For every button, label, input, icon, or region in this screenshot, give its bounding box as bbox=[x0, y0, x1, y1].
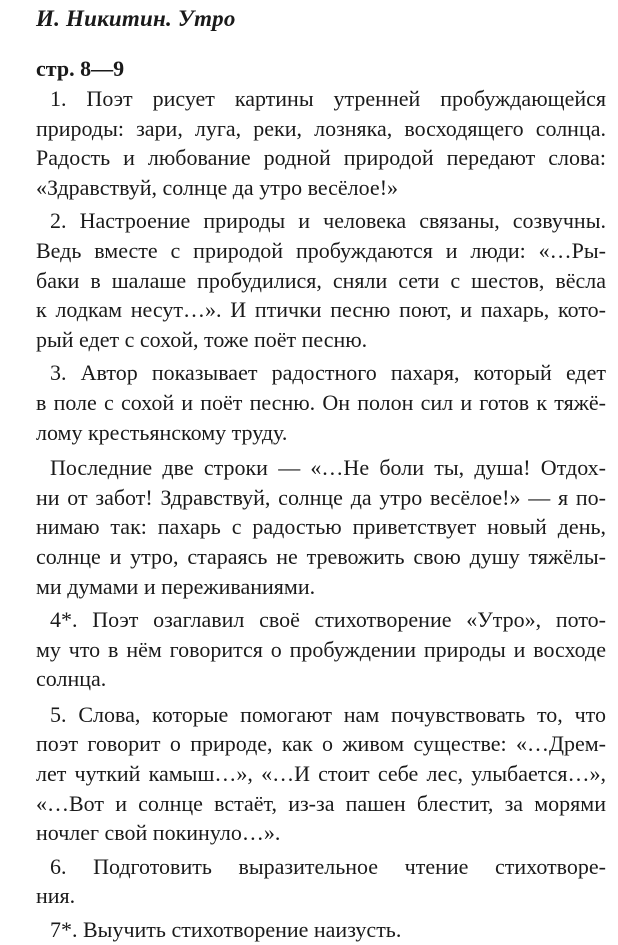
text-line: к лодкам несут…». И птички песню поют, и пахарь, кото- bbox=[36, 297, 606, 323]
text-line: му что в нём говорится о пробуждении природы и восходе bbox=[36, 636, 606, 662]
answer-paragraph-5 bbox=[36, 700, 606, 848]
answer-paragraph-3-continued bbox=[36, 453, 606, 601]
text-line: ми думами и переживаниями. bbox=[36, 573, 316, 599]
text-line: солнца. bbox=[36, 666, 107, 692]
text-line: 2. Настроение природы и человека связаны, созвучны. bbox=[50, 208, 606, 234]
text-line: 6. Подготовить выразительное чтение стихотворе- bbox=[50, 853, 606, 879]
text-line: поэт говорит о природе, как о живом существе: «…Дрем- bbox=[36, 731, 606, 757]
text-line: в поле с сохой и поёт песню. Он полон сил и готов к тяжё- bbox=[36, 389, 606, 415]
text-line: лет чуткий камыш…», «…И стоит себе лес, улыбается…», bbox=[36, 761, 606, 787]
text-line: 4*. Поэт озаглавил своё стихотворение «Утро», пото- bbox=[50, 607, 606, 633]
text-line: 5. Слова, которые помогают нам почувствовать то, что bbox=[50, 701, 606, 727]
text-line: нимаю так: пахарь с радостью приветствует новый день, bbox=[36, 514, 606, 540]
page-title: И. Никитин. Утро bbox=[36, 6, 236, 31]
text-line: ния. bbox=[36, 883, 76, 909]
answer-paragraph-3 bbox=[36, 358, 606, 447]
text-line: «…Вот и солнце встаёт, из-за пашен блестит, за морями bbox=[36, 790, 606, 816]
answer-paragraph-1 bbox=[36, 84, 606, 202]
text-line: «Здравствуй, солнце да утро весёлое!» bbox=[36, 174, 399, 200]
answer-paragraph-4 bbox=[36, 605, 606, 694]
text-line: Ведь вместе с природой пробуждаются и люди: «…Ры- bbox=[36, 237, 606, 263]
text-line: ночлег свой покинуло…». bbox=[36, 820, 281, 846]
text-line: солнце и утро, стараясь не тревожить свою душу тяжёлы- bbox=[36, 543, 606, 569]
pages-reference: стр. 8—9 bbox=[36, 56, 125, 81]
text-line: ни от забот! Здравствуй, солнце да утро весёлое!» — я по- bbox=[36, 484, 606, 510]
text-line: 3. Автор показывает радостного пахаря, который едет bbox=[50, 360, 606, 386]
answer-paragraph-6 bbox=[36, 852, 606, 911]
text-line: баки в шалаше пробудилися, сняли сети с шестов, вёсла bbox=[36, 267, 606, 293]
answers-text bbox=[36, 84, 606, 945]
text-line: рый едет с сохой, тоже поёт песню. bbox=[36, 326, 368, 352]
text-line: 7*. Выучить стихотворение наизусть. bbox=[50, 917, 402, 943]
text-line: Радость и любование родной природой передают слова: bbox=[36, 145, 606, 171]
answer-paragraph-7 bbox=[36, 915, 606, 945]
text-line: природы: зари, луга, реки, лозняка, восходящего солнца. bbox=[36, 115, 606, 141]
answer-paragraph-2 bbox=[36, 206, 606, 354]
text-line: лому крестьянскому труду. bbox=[36, 419, 288, 445]
text-line: 1. Поэт рисует картины утренней пробуждающейся bbox=[50, 86, 606, 111]
text-line: Последние две строки — «…Не боли ты, душа! Отдох- bbox=[50, 455, 606, 481]
